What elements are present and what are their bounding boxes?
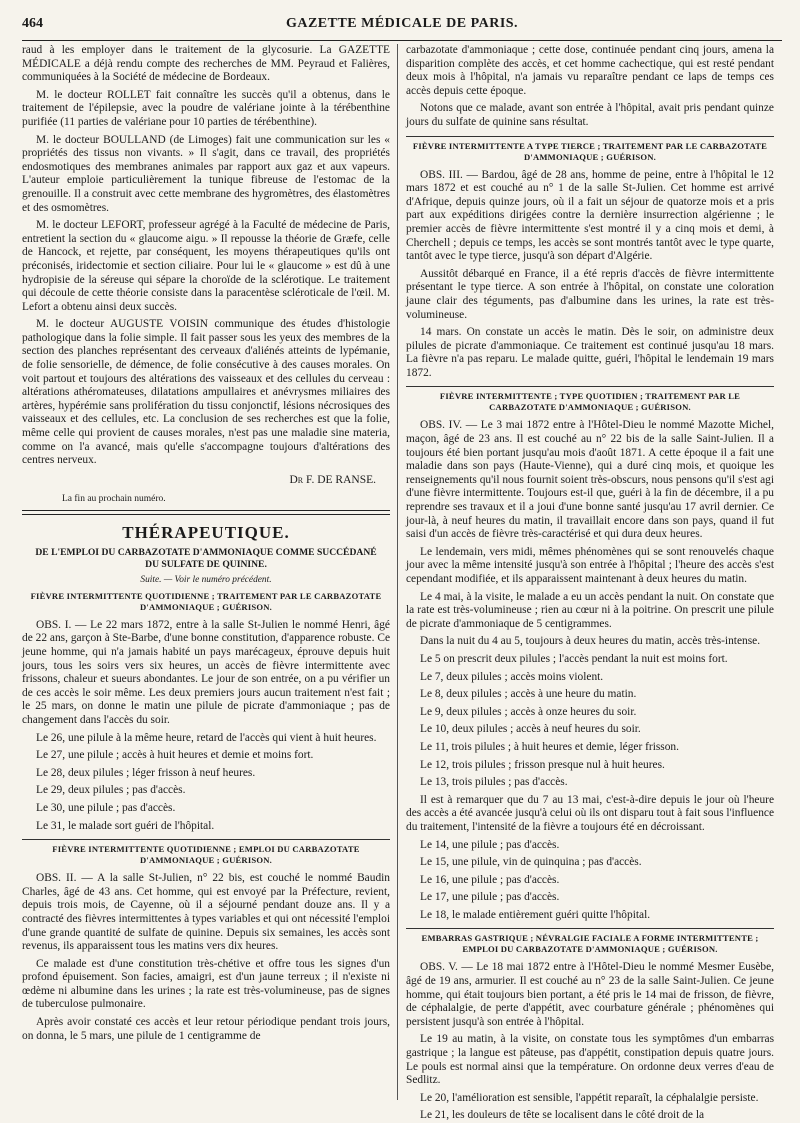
daily-entry: Le 30, une pilule ; pas d'accès. xyxy=(36,801,176,814)
daily-entry: Le 16, une pilule ; pas d'accès. xyxy=(420,873,560,886)
paragraph: M. le docteur BOULLAND (de Limoges) fait une communication sur les « propriétés des tissus non vivants. » Il s'agit, dans ce travail, des propriétés endosmotiques des membranes animales par rapport aux gaz et aux vapeurs. L'auteur emploie particulièrement la tunique fibreuse de l'estomac de la grenouille. Il a construit avec cette membrane des hygromètres, des élastomètres et des osmomètres. xyxy=(22,133,390,214)
case-heading: EMBARRAS GASTRIQUE ; NÉVRALGIE FACIALE A FORME INTERMITTENTE ; EMPLOI DU CARBAZOTATE D'AMMONIAQUE ; GUÉRISON. xyxy=(421,933,759,955)
paragraph: M. le docteur AUGUSTE VOISIN communique des études d'histologie pathologique dans la folie simple. Il fait passer sous les yeux des membres de la section des planches représentant des cerveaux d'aliénés atteints de lypémanie, de folie sensorielle, de démence, de folie consécutive à des causes morales. On voit partout et toujours des altérations des vaisseaux et des cellules du cerveau : altérations athéromateuses, dilatations ampullaires et anévrysmes miliaires des artères, hypérémie sans prolifération du tissu conjonctif, lésions nécrosiques des vaisseaux et des cellules, etc. La conclusion de ses recherches est que la folie, même celle qui provient de causes morales, n'est pas une maladie sine materia, comme on l'a avancé, mais qu'elle s'accompagne toujours d'altérations des centres nerveux. xyxy=(22,318,390,467)
paragraph: Notons que ce malade, avant son entrée à l'hôpital, avait pris pendant quinze jours du sulfate de quinine sans résultat. xyxy=(406,102,774,128)
divider xyxy=(22,839,390,840)
daily-entry: Le 13, trois pilules ; pas d'accès. xyxy=(420,776,568,789)
section-subtitle: DE L'EMPLOI DU CARBAZOTATE D'AMMONIAQUE COMME SUCCÉDANÉ DU SULFATE DE QUININE. xyxy=(35,546,377,570)
paragraph: Le 4 mai, à la visite, le malade a eu un accès pendant la nuit. On constate que la rate est très-volumineuse ; rien au cœur ni à la poitrine. On prescrit une pilule de picrate d'ammoniaque de 5 centigrammes. xyxy=(406,590,774,630)
daily-entry: Le 15, une pilule, vin de quinquina ; pas d'accès. xyxy=(420,856,642,869)
daily-entry: Le 31, le malade sort guéri de l'hôpital. xyxy=(36,819,215,832)
paragraph: Dans la nuit du 4 au 5, toujours à deux heures du matin, accès très-intense. xyxy=(420,635,761,648)
paragraph: Le 19 au matin, à la visite, on constate tous les symptômes d'un embarras gastrique ; la langue est pâteuse, pas d'appétit, constipation depuis quatre jours. Le pouls est normal ainsi que la température. On ordonne deux verres d'eau de Sedlitz. xyxy=(406,1033,774,1087)
suite-note: Suite. — Voir le numéro précédent. xyxy=(140,574,272,585)
paragraph: Le lendemain, vers midi, mêmes phénomènes qui se sont renouvelés chaque jour avec la même intensité jusqu'à son entrée à l'hôpital ; l'heure des accès s'est cependant modifiée, et ils apparaissent maintenant à deux heures du matin. xyxy=(406,545,774,585)
signature: Dr F. DE RANSE. xyxy=(289,473,376,486)
continuation-note: La fin au prochain numéro. xyxy=(62,493,166,504)
section-divider xyxy=(22,510,390,515)
divider xyxy=(406,928,774,929)
paragraph: M. le docteur ROLLET fait connaître les succès qu'il a obtenus, dans le traitement de l'épilepsie, avec la poudre de valériane jointe à la térébenthine purifiée (11 parties de valériane pour 10 parties de térébenthine). xyxy=(22,88,390,128)
case-heading: FIÈVRE INTERMITTENTE A TYPE TIERCE ; TRAITEMENT PAR LE CARBAZOTATE D'AMMONIAQUE ; GUÉRISON. xyxy=(412,140,768,162)
daily-entry: Le 12, trois pilules ; frisson presque nul à huit heures. xyxy=(420,758,665,771)
daily-entry: Le 28, deux pilules ; léger frisson à neuf heures. xyxy=(36,766,256,779)
paragraph: Après avoir constaté ces accès et leur retour périodique pendant trois jours, on donna, le 5 mars, une pilule de 1 centigramme de xyxy=(22,1016,390,1042)
observation: OBS. II. — A la salle St-Julien, n° 22 bis, est couché le nommé Baudin Charles, âgé de 43 ans. Cet homme, qui est envoyé par la Préfecture, revient, depuis trois mois, de Cayenne, où il a séjourné pendant douze ans. Il y a contracté des fièvres intermittentes à types variables et qui ont nécessité l'emploi d'une grande quantité de sulfate de quinine. Depuis six semaines, les accès sont revenus, ils apparaissent tous les matins vers dix heures. xyxy=(22,872,390,953)
daily-entry: Le 11, trois pilules ; à huit heures et demie, léger frisson. xyxy=(420,740,679,753)
paragraph: Ce malade est d'une constitution très-chétive et offre tous les signes d'un profond épuisement. Son facies, amaigri, est d'un jaune terreux ; il n'existe ni œdème ni albumine dans les urines ; la rate est très-volumineuse, pas de signes de tuberculose pulmonaire. xyxy=(22,957,390,1011)
case-heading: FIÈVRE INTERMITTENTE QUOTIDIENNE ; TRAITEMENT PAR LE CARBAZOTATE D'AMMONIAQUE ; GUÉRISON. xyxy=(30,590,382,612)
daily-entry: Le 27, une pilule ; accès à huit heures et demie et moins fort. xyxy=(36,749,314,762)
observation: OBS. V. — Le 18 mai 1872 entre à l'Hôtel-Dieu le nommé Mesmer Eusèbe, âgé de 19 ans, armurier. Il est couché au n° 23 de la salle Saint-Julien. Ce jeune homme, qui était toujours bien portant, a été pris le 14 mai de frisson, de fièvre, de céphalalgie, de perte d'appétit, avec courbature générale ; phénomènes qui persistent jusqu'à son entrée à l'hôpital. xyxy=(406,961,774,1028)
daily-entry: Le 14, une pilule ; pas d'accès. xyxy=(420,838,560,851)
daily-entry: Le 26, une pilule à la même heure, retard de l'accès qui vient à huit heures. xyxy=(36,731,377,744)
paragraph: 14 mars. On constate un accès le matin. Dès le soir, on administre deux pilules de picrate d'ammoniaque. Ce traitement est continué jusqu'au 18 mars. La fièvre n'a pas reparu. Le malade quitte, guéri, l'hôpital le lendemain 19 mars 1872. xyxy=(406,326,774,379)
column-rule xyxy=(397,44,398,1100)
daily-entry: Le 9, deux pilules ; accès à onze heures du soir. xyxy=(420,705,637,718)
paragraph: Aussitôt débarqué en France, il a été repris d'accès de fièvre intermittente présentant le type tierce. A son entrée à l'hôpital, on constate une coloration jaune clair des téguments, pas d'albumine dans les urines, la rate est très-volumineuse. xyxy=(406,267,774,321)
paragraph: Le 21, les douleurs de tête se localisent dans le côté droit de la xyxy=(420,1109,705,1122)
divider xyxy=(406,136,774,137)
page-header xyxy=(22,10,782,41)
observation: OBS. IV. — Le 3 mai 1872 entre à l'Hôtel-Dieu le nommé Mazotte Michel, maçon, âgé de 23 ans. Il est couché au n° 22 bis de la salle Saint-Julien. Il a toujours été bien portant jusqu'au mois d'août 1871. A cette époque il a fait une maladie dans son pays (Haute-Vienne), qui a duré cinq mois, et quoique les renseignements qu'il nous fournit soient très-obscurs, nous pensons qu'il s'est agi d'une fièvre intermittente. Toujours est-il que, guéri à la fin de décembre, il a pu reprendre ses travaux et il a joui d'une bonne santé jusqu'au 17 avril dernier. Ce jour-là, à neuf heures du matin, il travaillait encore dans son pays, quand il fut saisi d'un accès de fièvre très-caractérisé et qui dura deux heures. xyxy=(406,419,774,541)
page xyxy=(22,10,782,1122)
daily-entry: Le 17, une pilule ; pas d'accès. xyxy=(420,891,560,904)
daily-entry: Le 8, deux pilules ; accès à une heure du matin. xyxy=(420,688,637,701)
page-number: 464 xyxy=(22,16,43,31)
daily-entry: Le 7, deux pilules ; accès moins violent. xyxy=(420,670,604,683)
daily-entry: Le 29, deux pilules ; pas d'accès. xyxy=(36,784,186,797)
observation: OBS. I. — Le 22 mars 1872, entre à la salle St-Julien le nommé Henri, âgé de 22 ans, garçon à Ste-Barbe, d'une bonne constitution, d'apparence robuste. Ce jeune homme, qui n'a jamais habité un pays marécageux, éprouve depuis huit jours, tous les soirs vers six heures, un accès de fièvre intermittente avec frissons, chaleur et sueurs abondantes. Le jour de son entrée, on a pu vérifier un de ces accès le soir même. Les deux premiers jours aucun traitement n'est fait ; le 25 mars, on donne le matin une pilule de picrate d'ammoniaque ; pas de changement dans l'accès du soir. xyxy=(22,618,390,726)
left-column xyxy=(22,44,390,1100)
divider xyxy=(406,386,774,387)
section-title: THÉRAPEUTIQUE. xyxy=(122,522,290,542)
paragraph: Le 20, l'amélioration est sensible, l'appétit reparaît, la céphalalgie persiste. xyxy=(420,1091,759,1104)
case-heading: FIÈVRE INTERMITTENTE QUOTIDIENNE ; EMPLOI DU CARBAZOTATE D'AMMONIAQUE ; GUÉRISON. xyxy=(52,844,360,866)
paragraph: raud à les employer dans le traitement de la glycosurie. La GAZETTE MÉDICALE a déjà rendu compte des recherches de MM. Peyraud et Falières, communiquées à la Société de médecine de Bordeaux. xyxy=(22,44,390,84)
paragraph: Le 5 on prescrit deux pilules ; l'accès pendant la nuit est moins fort. xyxy=(420,652,728,665)
daily-entry: Le 10, deux pilules ; accès à neuf heures du soir. xyxy=(420,723,641,736)
daily-entry: Le 18, le malade entièrement guéri quitte l'hôpital. xyxy=(420,908,651,921)
columns xyxy=(22,44,782,1122)
case-heading: FIÈVRE INTERMITTENTE ; TYPE QUOTIDIEN ; TRAITEMENT PAR LE CARBAZOTATE D'AMMONIAQUE ; GUÉRISON. xyxy=(439,391,741,413)
right-column xyxy=(406,44,774,1122)
journal-title: GAZETTE MÉDICALE DE PARIS. xyxy=(285,16,519,31)
paragraph: M. le docteur LEFORT, professeur agrégé à la Faculté de médecine de Paris, entretient la section du « glaucome aigu. » Il repousse la théorie de Græfe, celle de Hancock, et rejette, par conséquent, les moyens thérapeutiques qu'ils ont préconisés, iridectomie et section ciliaire. Pour lui le « glaucome » est dû à une hydropisie de la séreuse qui sépare la choroïde de la sclérotique. Le traitement qui découle de cette théorie consiste dans la paracentèse scléroticale de l'œil. M. Lefort a obtenu ainsi deux succès. xyxy=(22,219,390,313)
paragraph: carbazotate d'ammoniaque ; cette dose, continuée pendant cinq jours, amena la disparition complète des accès, et cet homme cachectique, qui est resté pendant deux mois à l'hôpital, n'a jamais vu reparaître pendant ce laps de temps ces accès depuis cette époque. xyxy=(406,44,774,97)
paragraph: Il est à remarquer que du 7 au 13 mai, c'est-à-dire depuis le jour où l'heure des accès a été avancée jusqu'à celui où ils ont disparu tout à fait sous l'influence du traitement, l'intensité de la fièvre a toujours été en décroissant. xyxy=(406,793,774,833)
observation: OBS. III. — Bardou, âgé de 28 ans, homme de peine, entre à l'hôpital le 12 mars 1872 et est couché au n° 1 de la salle St-Julien. Cet homme est arrivé d'Afrique, depuis quinze jours, où il a fait un séjour de quatorze mois et a pris part aux expéditions dirigées contre la dernière insurrection algérienne ; le premier accès de fièvre intermittente s'est montré il y a cinq mois et demi, à Cherchell ; depuis ce temps, les accès se sont montrés tantôt avec le type quarte, tantôt avec le type tierce, jusqu'à son départ d'Algérie. xyxy=(406,168,774,263)
